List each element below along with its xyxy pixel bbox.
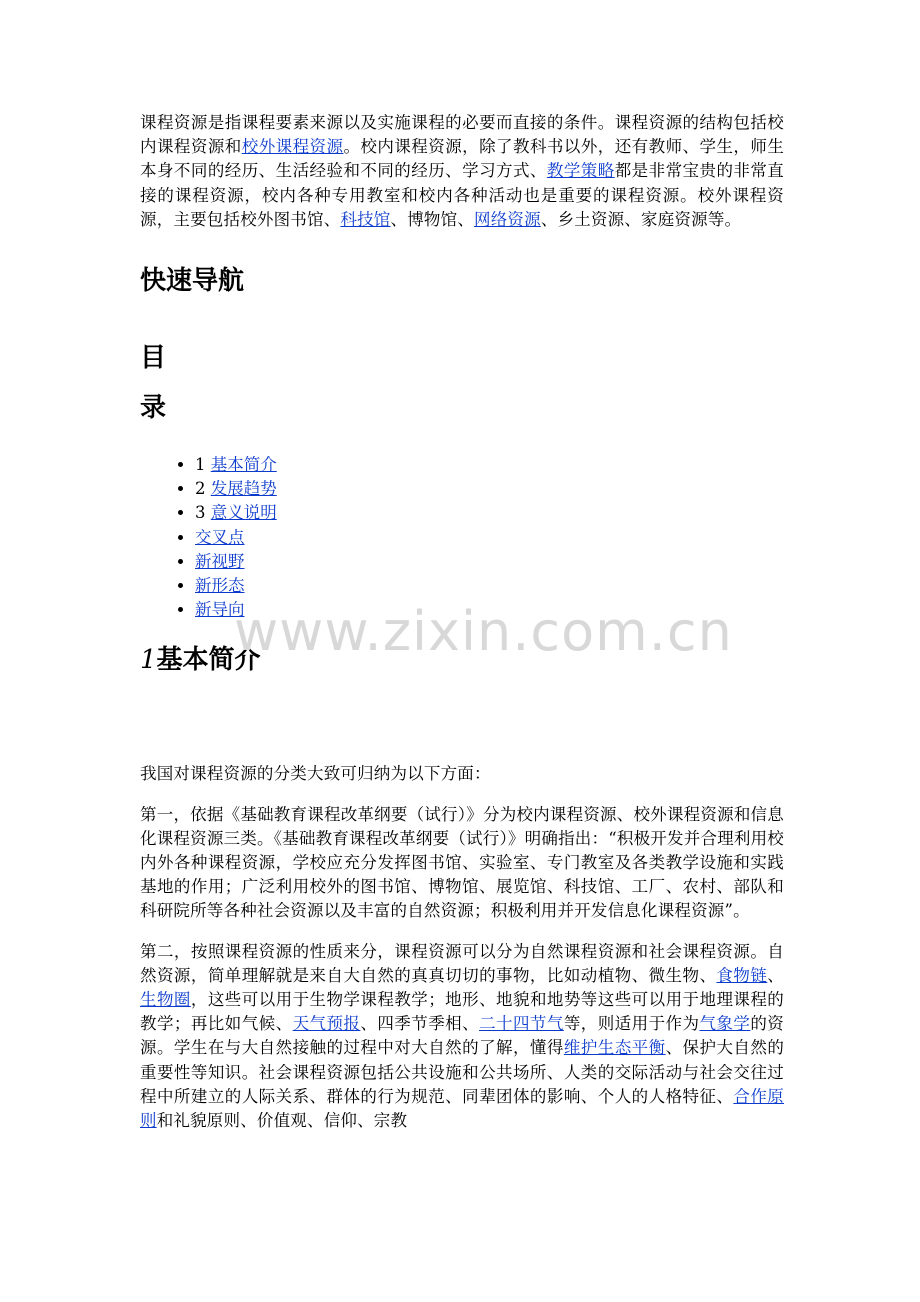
- second-text-6: 的资源。学生在与大自然接触的过程中对大自然的了解，懂得: [140, 1014, 784, 1058]
- link-cooperation-principle[interactable]: 合作原则: [140, 1086, 784, 1131]
- toc-number: 1: [195, 455, 211, 475]
- link-ecological-balance[interactable]: 维护生态平衡: [563, 1038, 666, 1058]
- link-science-museum[interactable]: 科技馆: [340, 209, 391, 229]
- link-meteorology[interactable]: 气象学: [699, 1014, 751, 1034]
- link-network-resources[interactable]: 网络资源: [474, 209, 541, 229]
- intro-text-3: 都是非常宝贵的非常直接的课程资源，校内各种专用教室和校内各种活动也是重要的课程资源。校外课程资源，主要包括校外图书馆、: [140, 161, 784, 229]
- classification-intro: 我国对课程资源的分类大致可归纳为以下方面：: [140, 764, 491, 784]
- second-text-4: 、四季节季相、: [360, 1014, 480, 1034]
- quick-nav-heading: 快速导航: [140, 266, 245, 297]
- toc-number: 3: [195, 503, 211, 523]
- link-teaching-strategy[interactable]: 教学策略: [546, 161, 615, 181]
- toc-link[interactable]: 新视野: [195, 551, 245, 571]
- toc-link[interactable]: 发展趋势: [210, 479, 277, 499]
- section-number: 1: [140, 645, 157, 676]
- toc-item-basic-intro: [195, 453, 784, 477]
- toc-item-new-direction: [195, 598, 784, 622]
- toc-link[interactable]: 意义说明: [210, 503, 277, 523]
- link-off-campus-resources[interactable]: 校外课程资源: [241, 137, 344, 157]
- toc-number: 2: [195, 479, 211, 499]
- toc-item-new-form: [195, 574, 784, 598]
- toc-link[interactable]: 基本简介: [210, 455, 277, 475]
- section-heading-basic-intro: [140, 644, 784, 676]
- intro-text-5: 、乡土资源、家庭资源等。: [540, 209, 742, 229]
- toc-item-trends: [195, 477, 784, 501]
- link-biosphere[interactable]: 生物圈: [140, 990, 191, 1010]
- section-title: 基本简介: [156, 645, 261, 676]
- toc-list: [140, 453, 784, 622]
- toc-item-new-vision: [195, 550, 784, 574]
- second-text-3: ，这些可以用于生物学课程教学；地形、地貌和地势等这些可以用于地理课程的教学；再比如气候、: [140, 990, 785, 1034]
- second-text-7: 、保护大自然的重要性等知识。社会课程资源包括公共设施和公共场所、人类的交际活动与社会交往过程中所建立的人际关系、群体的行为规范、同辈团体的影响、个人的人格特征、: [140, 1038, 785, 1106]
- second-text-1: 第二，按照课程资源的性质来分，课程资源可以分为自然课程资源和社会课程资源。自然资源，简单理解就是来自大自然的真真切切的事物，比如动植物、微生物、: [140, 941, 784, 985]
- intro-text-4: 、博物馆、: [390, 209, 475, 229]
- intro-text-1: 课程资源是指课程要素来源以及实施课程的必要而直接的条件。课程资源的结构包括校内课程资源和: [140, 113, 784, 157]
- intro-text-2: 。校内课程资源，除了教科书以外，还有教师、学生，师生本身不同的经历、生活经验和不同的经历、学习方式、: [140, 137, 785, 181]
- toc-link[interactable]: 新形态: [195, 576, 245, 596]
- document-body: [140, 111, 784, 1133]
- toc-link[interactable]: 交叉点: [195, 527, 245, 547]
- second-text-8: 和礼貌原则、价值观、信仰、宗教: [156, 1111, 408, 1131]
- paragraph-second: [140, 940, 784, 1134]
- toc-item-intersection: [195, 526, 784, 550]
- intro-paragraph: [140, 111, 784, 232]
- watermark: www.zixin.com.cn: [234, 600, 733, 663]
- paragraph-first: 第一，依据《基础教育课程改革纲要（试行）》分为校内课程资源、校外课程资源和信息化课程资源三类。《基础教育课程改革纲要（试行）》明确指出：“积极开发并合理利用校内外各种课程资源，学校应充分发挥图书馆、实验室、专门教室及各类教学设施和实践基地的作用；广泛利用校外的图书馆、博物馆、展览馆、科技馆、工厂、农村、部队和科研院所等各种社会资源以及丰富的自然资源；积极利用并开发信息化课程资源”。: [140, 804, 784, 921]
- link-food-chain[interactable]: 食物链: [716, 965, 768, 985]
- toc-link[interactable]: 新导向: [195, 600, 245, 620]
- link-solar-terms[interactable]: 二十四节气: [479, 1014, 564, 1034]
- link-weather-forecast[interactable]: 天气预报: [292, 1014, 361, 1034]
- second-text-2: 、: [767, 965, 784, 985]
- second-text-5: 等，则适用于作为: [563, 1014, 700, 1034]
- toc-item-significance: [195, 501, 784, 525]
- toc-heading: 目录: [140, 343, 167, 424]
